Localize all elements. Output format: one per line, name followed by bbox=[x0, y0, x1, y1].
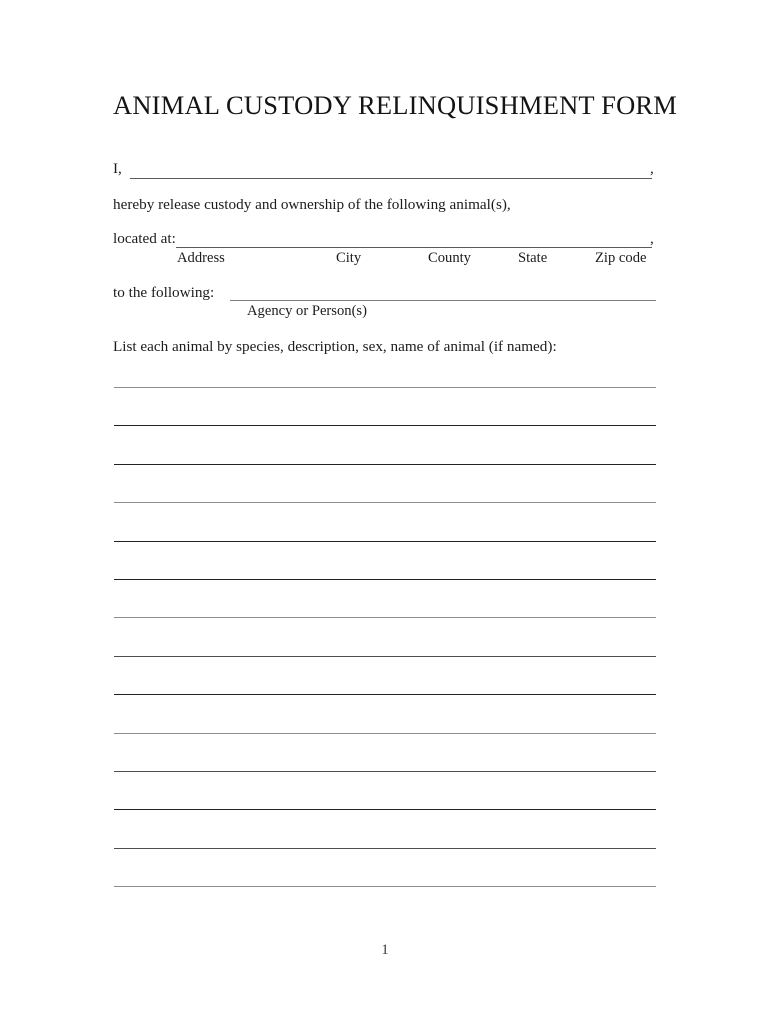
relinquisher-name-rule[interactable] bbox=[130, 178, 652, 179]
location-address-rule[interactable] bbox=[176, 247, 652, 248]
caption-city: City bbox=[336, 250, 362, 266]
animal-list-line-8[interactable] bbox=[114, 656, 656, 657]
animal-list-line-7[interactable] bbox=[114, 617, 656, 618]
animal-list-line-13[interactable] bbox=[114, 848, 656, 849]
release-statement-text: hereby release custody and ownership of the following animal(s), bbox=[113, 196, 511, 213]
animal-list-line-11[interactable] bbox=[114, 771, 656, 772]
declaration-trailing-comma: , bbox=[650, 160, 654, 177]
recipient-name-rule[interactable] bbox=[230, 300, 656, 301]
animal-list-line-4[interactable] bbox=[114, 502, 656, 503]
animal-list-line-14[interactable] bbox=[114, 886, 656, 887]
caption-zip-code: Zip code bbox=[595, 250, 647, 266]
caption-agency-or-persons: Agency or Person(s) bbox=[247, 303, 367, 319]
page-title: ANIMAL CUSTODY RELINQUISHMENT FORM bbox=[113, 90, 678, 120]
located-at-label: located at: bbox=[113, 230, 176, 247]
animal-list-line-2[interactable] bbox=[114, 425, 656, 426]
animal-list-line-10[interactable] bbox=[114, 733, 656, 734]
recipient-label: to the following: bbox=[113, 284, 215, 301]
animal-list-line-3[interactable] bbox=[114, 464, 656, 465]
animal-list-line-12[interactable] bbox=[114, 809, 656, 810]
caption-county: County bbox=[428, 250, 471, 266]
page-number: 1 bbox=[381, 942, 389, 958]
animal-list-line-6[interactable] bbox=[114, 579, 656, 580]
animal-list-line-9[interactable] bbox=[114, 694, 656, 695]
caption-address: Address bbox=[177, 250, 225, 266]
animal-list-line-5[interactable] bbox=[114, 541, 656, 542]
declaration-lead-in-label: I, bbox=[113, 160, 122, 177]
located-at-trailing-comma: , bbox=[650, 230, 654, 247]
animal-list-line-1[interactable] bbox=[114, 387, 656, 388]
animal-list-instruction: List each animal by species, description, sex, name of animal (if named): bbox=[113, 338, 557, 355]
caption-state: State bbox=[518, 250, 548, 266]
